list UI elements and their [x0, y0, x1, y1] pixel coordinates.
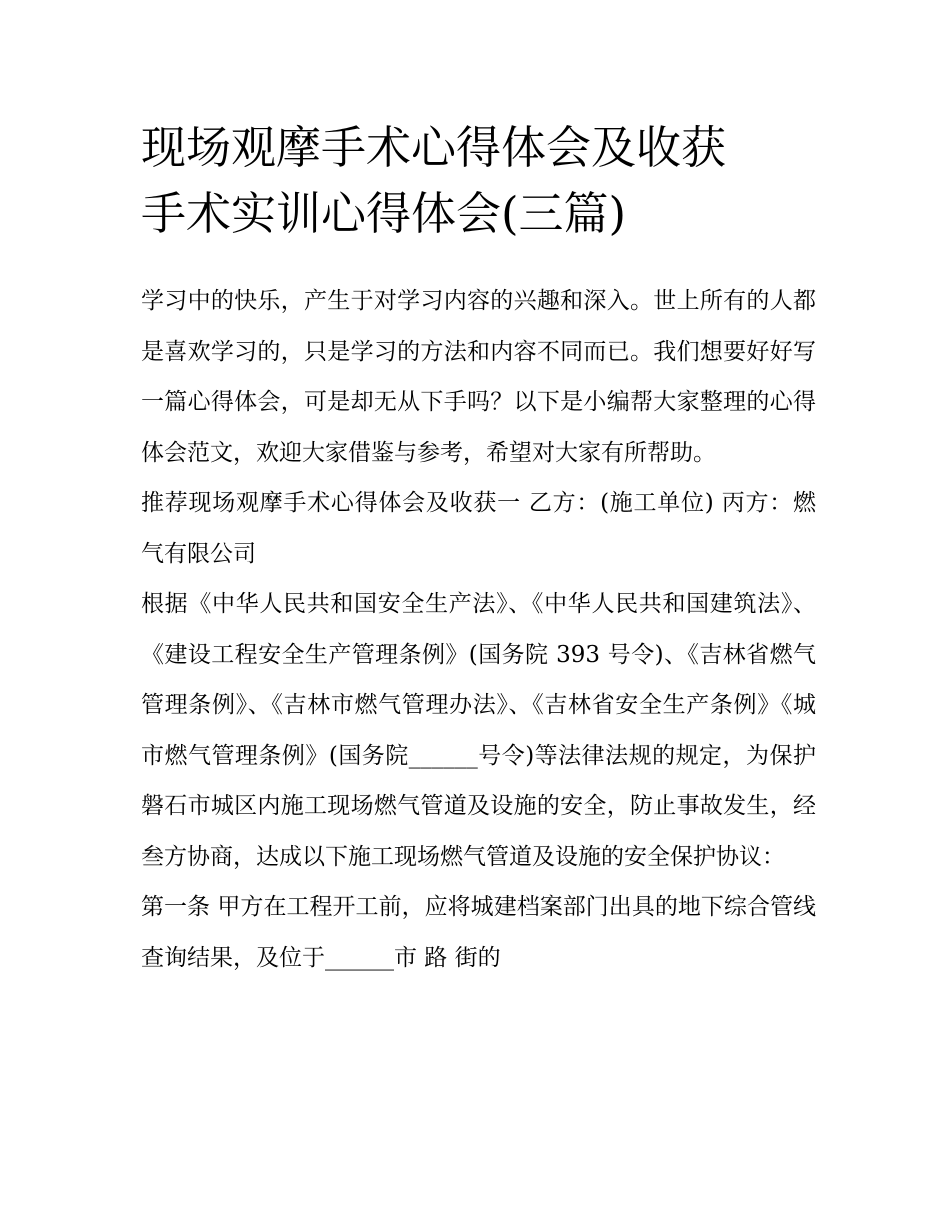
article-one-paragraph: 第一条 甲方在工程开工前，应将城建档案部门出具的地下综合管线查询结果，及位于______市 路 街的	[141, 894, 816, 971]
document-title	[141, 115, 821, 247]
recommendation-paragraph: 推荐现场观摩手术心得体会及收获一 乙方：(施工单位) 丙方：燃气有限公司	[141, 490, 816, 567]
legal-basis-paragraph: 根据《中华人民共和国安全生产法》、《中华人民共和国建筑法》、《建设工程安全生产管理条例》(国务院 393 号令)、《吉林省燃气管理条例》、《吉林市燃气管理办法》、《吉林省安全生产条例》《城市燃气管理条例》(国务院______号令)等法律法规的规定，为保护磐石市城区内施工现场燃气管道及设施的安全，防止事故发生，经叁方协商，达成以下施工现场燃气管道及设施的安全保护协议：	[141, 591, 816, 870]
intro-paragraph: 学习中的快乐，产生于对学习内容的兴趣和深入。世上所有的人都是喜欢学习的，只是学习的方法和内容不同而已。我们想要好好写一篇心得体会，可是却无从下手吗？以下是小编帮大家整理的心得体会范文，欢迎大家借鉴与参考，希望对大家有所帮助。	[141, 288, 816, 466]
document-body	[141, 276, 816, 983]
title-line-1: 现场观摩手术心得体会及收获	[141, 121, 727, 174]
title-line-2: 手术实训心得体会(三篇)	[141, 187, 627, 240]
